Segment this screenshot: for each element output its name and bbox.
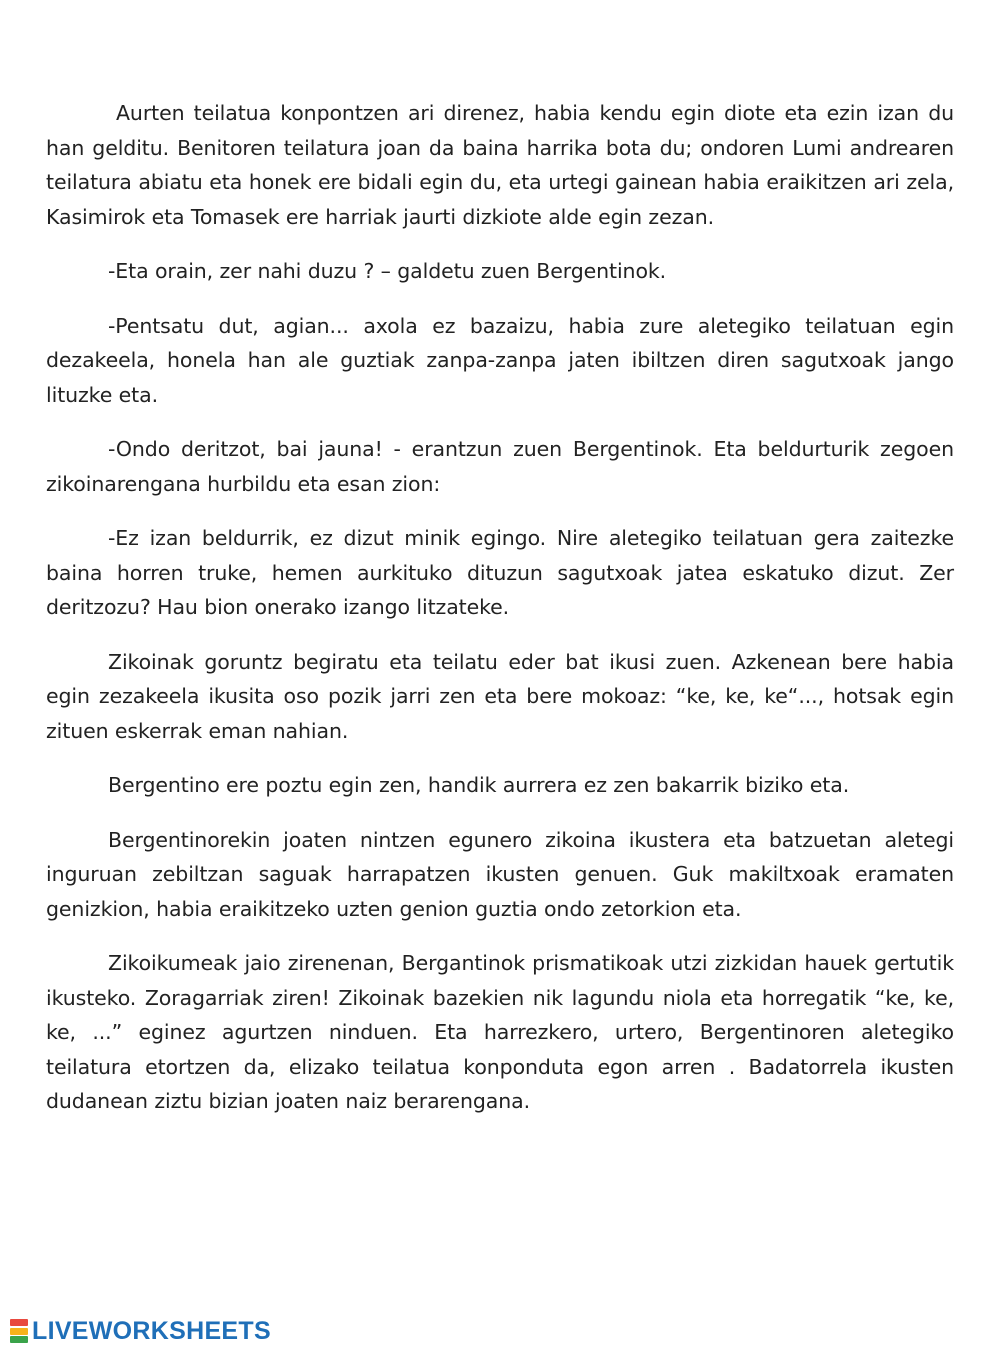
paragraph: -Ez izan beldurrik, ez dizut minik egingo. Nire aletegiko teilatuan gera zaitezke baina horren truke, hemen aurkituko dituzun sagutxoak jatea eskatuko dizut. Zer deritzozu? Hau bion onerako izango litzateke.: [46, 526, 954, 619]
paragraph: -Pentsatu dut, agian... axola ez bazaizu, habia zure aletegiko teilatuan egin dezakeela, honela han ale guztiak zanpa-zanpa jaten ibiltzen diren sagutxoak jango lituzke eta.: [46, 313, 954, 407]
paragraph: Aurten teilatua konpontzen ari direnez, habia kendu egin diote eta ezin izan du han gelditu. Benitoren teilatura joan da baina harrika bota du; ondoren Lumi andrearen teilatura abiatu eta honek ere bidali egin du, eta urtegi gainean habia eraikitzen ari zela, Kasimirok eta Tomasek ere harriak jaurti dizkiote alde egin zezan.: [46, 101, 954, 229]
paragraph: -Ondo deritzot, bai jauna! - erantzun zuen Bergentinok. Eta beldurturik zegoen zikoinarengana hurbildu eta esan zion:: [46, 437, 954, 496]
logo-badge-stripe-yellow: [10, 1328, 28, 1335]
document-body: [46, 96, 954, 1139]
paragraph: Bergentino ere poztu egin zen, handik aurrera ez zen bakarrik biziko eta.: [108, 773, 850, 797]
paragraph: Bergentinorekin joaten nintzen egunero zikoina ikustera eta batzuetan aletegi inguruan zebiltzan saguak harrapatzen ikusten genuen. Guk makiltxoak eramaten genizkion, habia eraikitzeko uzten genion guztia ondo zetorkion eta.: [46, 827, 954, 921]
logo-text: LIVEWORKSHEETS: [32, 1316, 271, 1345]
liveworksheets-logo[interactable]: [10, 1316, 271, 1346]
paragraph: Zikoinak goruntz begiratu eta teilatu eder bat ikusi zuen. Azkenean bere habia egin zezakeela ikusita oso pozik jarri zen eta bere mokoaz: “ke, ke, ke“..., hotsak egin zituen eskerrak eman nahian.: [46, 649, 954, 743]
logo-badge-stripe-green: [10, 1336, 28, 1343]
paragraph: -Eta orain, zer nahi duzu ? – galdetu zuen Bergentinok.: [108, 259, 667, 283]
paragraph: Zikoikumeak jaio zirenenan, Bergantinok prismatikoak utzi zizkidan hauek gertutik ikusteko. Zoragarriak ziren! Zikoinak bazekien nik lagundu niola eta horregatik “ke, ke, ke, ...” eginez agurtzen ninduen. Eta harrezkero, urtero, Bergentinoren aletegiko teilatura etortzen da, elizako teilatua konponduta egon arren . Badatorrela ikusten dudanean ziztu bizian joaten naiz berarengana.: [46, 951, 954, 1113]
logo-badge-stripe-red: [10, 1319, 28, 1326]
liveworksheets-logo-icon: [10, 1319, 28, 1343]
